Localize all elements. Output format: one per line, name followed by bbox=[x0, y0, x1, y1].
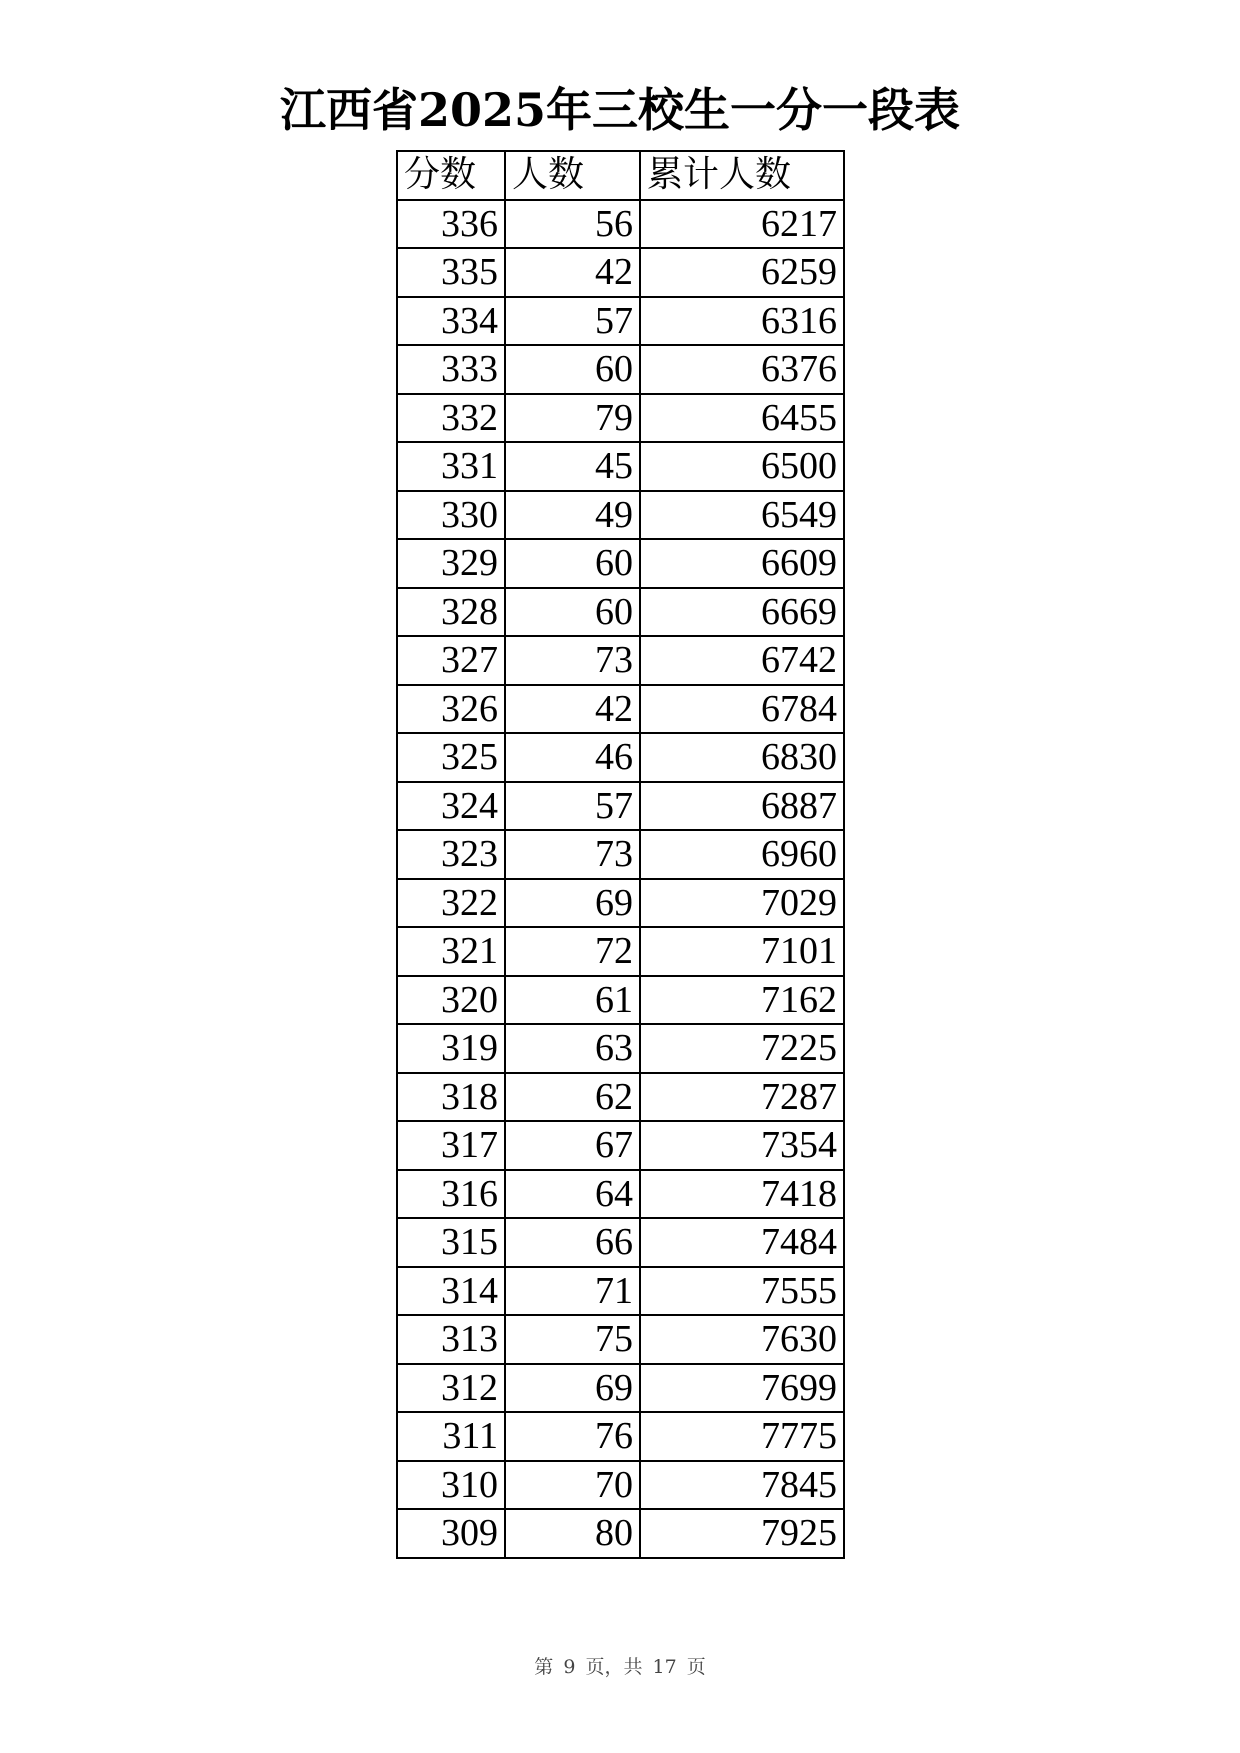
cell-count: 56 bbox=[505, 200, 640, 249]
cell-cumulative: 6609 bbox=[640, 539, 844, 588]
cell-count: 76 bbox=[505, 1412, 640, 1461]
table-row bbox=[397, 539, 844, 588]
cell-count: 75 bbox=[505, 1315, 640, 1364]
cell-count: 62 bbox=[505, 1073, 640, 1122]
cell-score: 333 bbox=[397, 345, 505, 394]
cell-count: 64 bbox=[505, 1170, 640, 1219]
table-row bbox=[397, 976, 844, 1025]
table-row bbox=[397, 1218, 844, 1267]
cell-count: 60 bbox=[505, 539, 640, 588]
cell-count: 66 bbox=[505, 1218, 640, 1267]
cell-count: 45 bbox=[505, 442, 640, 491]
cell-cumulative: 7484 bbox=[640, 1218, 844, 1267]
cell-cumulative: 6960 bbox=[640, 830, 844, 879]
header-cumulative: 累计人数 bbox=[640, 151, 844, 200]
cell-score: 329 bbox=[397, 539, 505, 588]
cell-score: 316 bbox=[397, 1170, 505, 1219]
table-row bbox=[397, 733, 844, 782]
cell-count: 69 bbox=[505, 879, 640, 928]
cell-score: 335 bbox=[397, 248, 505, 297]
table-row bbox=[397, 345, 844, 394]
cell-score: 330 bbox=[397, 491, 505, 540]
table-row bbox=[397, 200, 844, 249]
cell-score: 328 bbox=[397, 588, 505, 637]
table-row bbox=[397, 879, 844, 928]
cell-score: 312 bbox=[397, 1364, 505, 1413]
cell-count: 57 bbox=[505, 782, 640, 831]
cell-cumulative: 7225 bbox=[640, 1024, 844, 1073]
cell-count: 67 bbox=[505, 1121, 640, 1170]
cell-score: 317 bbox=[397, 1121, 505, 1170]
cell-cumulative: 6742 bbox=[640, 636, 844, 685]
cell-cumulative: 6217 bbox=[640, 200, 844, 249]
cell-cumulative: 7555 bbox=[640, 1267, 844, 1316]
cell-count: 60 bbox=[505, 345, 640, 394]
table-header-row bbox=[397, 151, 844, 200]
cell-count: 72 bbox=[505, 927, 640, 976]
cell-score: 336 bbox=[397, 200, 505, 249]
cell-score: 322 bbox=[397, 879, 505, 928]
cell-score: 311 bbox=[397, 1412, 505, 1461]
score-distribution-table bbox=[396, 150, 845, 1559]
cell-cumulative: 7162 bbox=[640, 976, 844, 1025]
table-row bbox=[397, 636, 844, 685]
cell-count: 79 bbox=[505, 394, 640, 443]
cell-score: 326 bbox=[397, 685, 505, 734]
cell-score: 334 bbox=[397, 297, 505, 346]
cell-cumulative: 6455 bbox=[640, 394, 844, 443]
cell-cumulative: 6887 bbox=[640, 782, 844, 831]
table-row bbox=[397, 491, 844, 540]
cell-score: 318 bbox=[397, 1073, 505, 1122]
cell-score: 309 bbox=[397, 1509, 505, 1558]
cell-count: 49 bbox=[505, 491, 640, 540]
page-title: 江西省2025年三校生一分一段表 bbox=[279, 83, 961, 137]
cell-count: 42 bbox=[505, 685, 640, 734]
cell-count: 73 bbox=[505, 636, 640, 685]
cell-cumulative: 7354 bbox=[640, 1121, 844, 1170]
table-row bbox=[397, 1412, 844, 1461]
cell-cumulative: 7029 bbox=[640, 879, 844, 928]
cell-count: 46 bbox=[505, 733, 640, 782]
page-footer: 第 9 页，共 17 页 bbox=[534, 1656, 706, 1678]
cell-score: 323 bbox=[397, 830, 505, 879]
cell-cumulative: 6784 bbox=[640, 685, 844, 734]
table-row bbox=[397, 1121, 844, 1170]
cell-count: 57 bbox=[505, 297, 640, 346]
cell-count: 71 bbox=[505, 1267, 640, 1316]
table-row bbox=[397, 685, 844, 734]
cell-score: 327 bbox=[397, 636, 505, 685]
cell-score: 320 bbox=[397, 976, 505, 1025]
cell-score: 310 bbox=[397, 1461, 505, 1510]
table-row bbox=[397, 1024, 844, 1073]
cell-cumulative: 6259 bbox=[640, 248, 844, 297]
cell-cumulative: 7630 bbox=[640, 1315, 844, 1364]
cell-cumulative: 6669 bbox=[640, 588, 844, 637]
header-score: 分数 bbox=[397, 151, 505, 200]
table-row bbox=[397, 248, 844, 297]
cell-count: 60 bbox=[505, 588, 640, 637]
cell-count: 69 bbox=[505, 1364, 640, 1413]
table-row bbox=[397, 394, 844, 443]
table-row bbox=[397, 297, 844, 346]
cell-cumulative: 7845 bbox=[640, 1461, 844, 1510]
table-row bbox=[397, 1461, 844, 1510]
table-row bbox=[397, 588, 844, 637]
table-row bbox=[397, 1170, 844, 1219]
cell-cumulative: 7418 bbox=[640, 1170, 844, 1219]
cell-count: 42 bbox=[505, 248, 640, 297]
cell-cumulative: 6549 bbox=[640, 491, 844, 540]
cell-score: 325 bbox=[397, 733, 505, 782]
header-count: 人数 bbox=[505, 151, 640, 200]
table-row bbox=[397, 1509, 844, 1558]
cell-cumulative: 6316 bbox=[640, 297, 844, 346]
cell-score: 313 bbox=[397, 1315, 505, 1364]
cell-score: 319 bbox=[397, 1024, 505, 1073]
cell-cumulative: 7925 bbox=[640, 1509, 844, 1558]
cell-cumulative: 7287 bbox=[640, 1073, 844, 1122]
cell-cumulative: 6500 bbox=[640, 442, 844, 491]
cell-score: 321 bbox=[397, 927, 505, 976]
cell-cumulative: 6376 bbox=[640, 345, 844, 394]
table-row bbox=[397, 830, 844, 879]
cell-cumulative: 7775 bbox=[640, 1412, 844, 1461]
table-row bbox=[397, 1267, 844, 1316]
table-row bbox=[397, 1073, 844, 1122]
cell-count: 70 bbox=[505, 1461, 640, 1510]
table-row bbox=[397, 442, 844, 491]
cell-count: 63 bbox=[505, 1024, 640, 1073]
table-row bbox=[397, 927, 844, 976]
cell-cumulative: 7699 bbox=[640, 1364, 844, 1413]
cell-score: 315 bbox=[397, 1218, 505, 1267]
cell-count: 73 bbox=[505, 830, 640, 879]
cell-score: 314 bbox=[397, 1267, 505, 1316]
cell-cumulative: 6830 bbox=[640, 733, 844, 782]
table-row bbox=[397, 1364, 844, 1413]
table-row bbox=[397, 1315, 844, 1364]
cell-count: 80 bbox=[505, 1509, 640, 1558]
cell-score: 331 bbox=[397, 442, 505, 491]
cell-cumulative: 7101 bbox=[640, 927, 844, 976]
cell-score: 324 bbox=[397, 782, 505, 831]
cell-score: 332 bbox=[397, 394, 505, 443]
table-row bbox=[397, 782, 844, 831]
cell-count: 61 bbox=[505, 976, 640, 1025]
